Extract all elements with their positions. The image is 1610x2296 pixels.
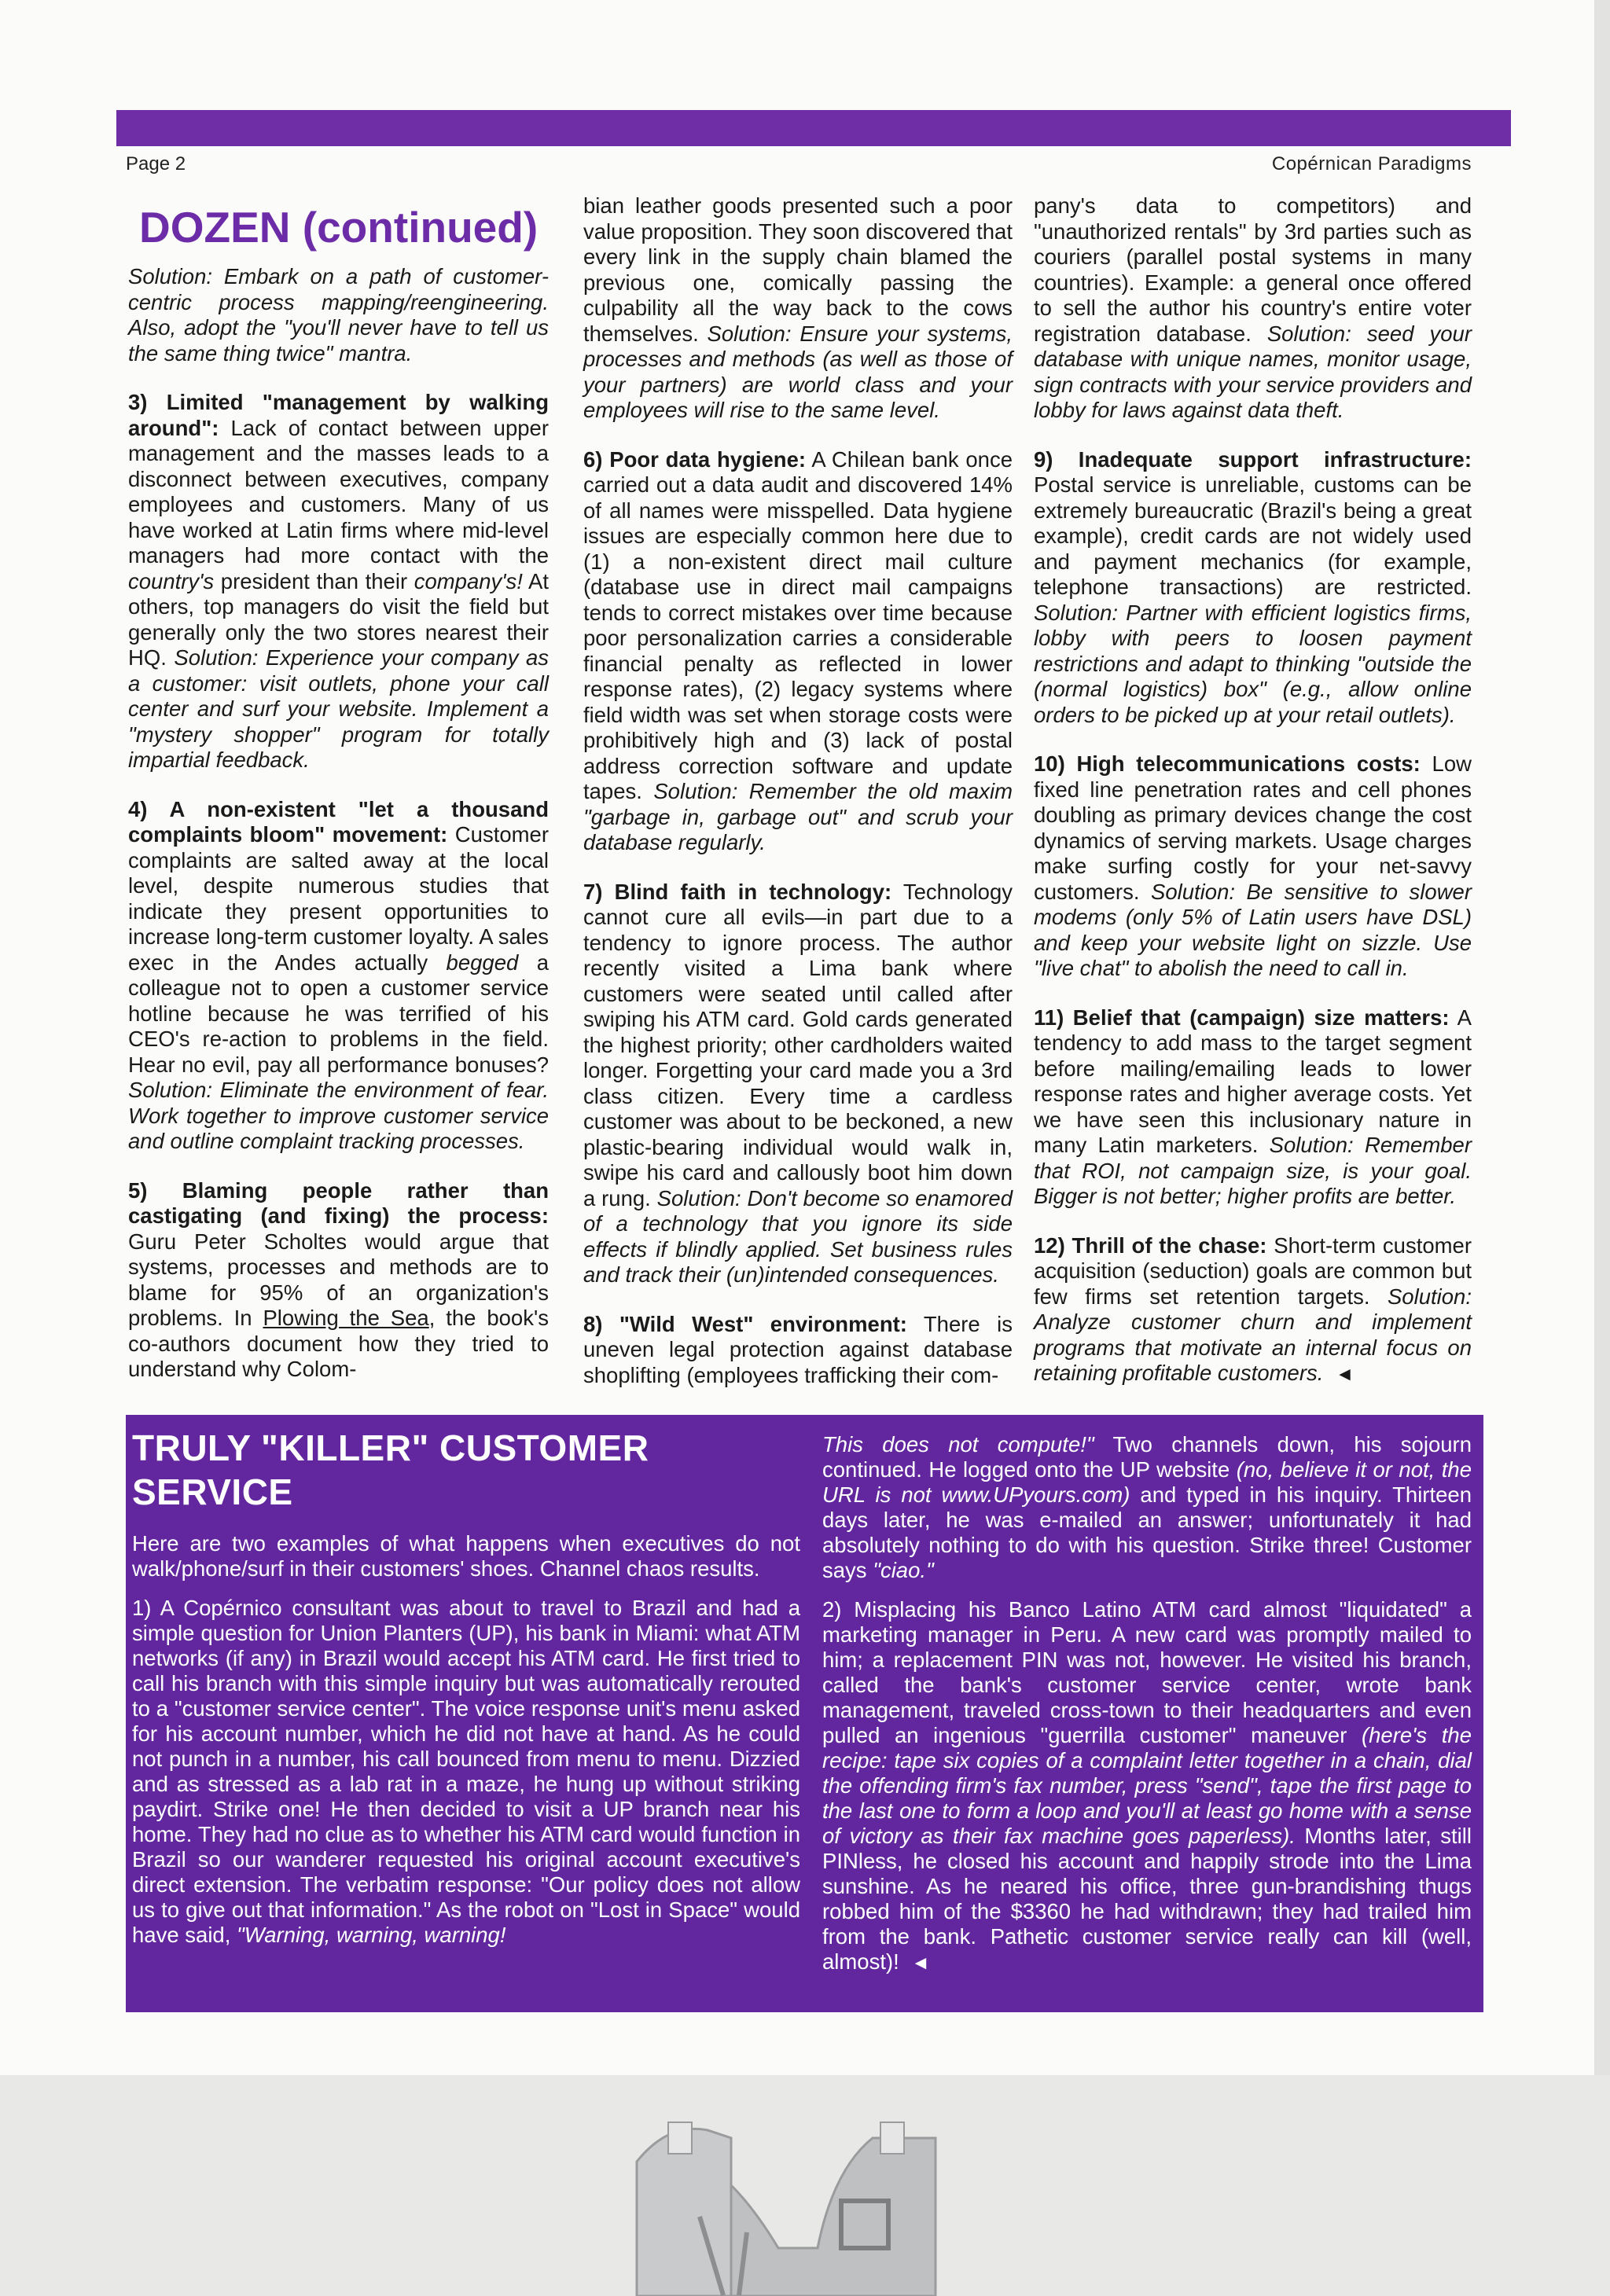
sidebar-title: TRULY "KILLER" CUSTOMER SERVICE [132, 1427, 649, 1512]
header-bar [116, 110, 1511, 146]
paragraph-item-8-cont: pany's data to competitors) and "unauthorized rentals" by 3rd parties such as couriers (parallel postal systems in many countries). Example: a general once offered to sell the author his country's entire voter registration database. Solution: seed your database with unique names, monitor usage, sign contracts with your service providers and lobby for laws against data theft. [1034, 193, 1472, 422]
page-holder-clip-icon [621, 2091, 951, 2296]
paragraph-item-12: 12) Thrill of the chase: Short-term customer acquisition (seduction) goals are common but few firms set retention targets. Solution: Analyze customer churn and implement programs that motivate an internal focus on retaining profitable customers. ◄ [1034, 1232, 1472, 1385]
paragraph-item-3: 3) Limited "management by walking around": Lack of contact between upper management and the masses leads to a disconnect between executives, company employees and customers. Many of us have worked at Latin firms where mid-level managers had more contact with the country's president than their company's! At others, top managers do visit the field but generally only the two stores nearest their HQ. Solution: Experience your company as a customer: visit outlets, phone your call center and surf your website. Implement a "mystery shopper" program for totally impartial feedback. [128, 390, 549, 772]
page-number: Page 2 [126, 153, 186, 174]
paragraph-item-7: 7) Blind faith in technology: Technology cannot cure all evils—in part due to a tendency to ignore process. The author recently visited a Lima bank where customers were seated until called after swiping his ATM card. Gold cards generated the highest priority; other cardholders waited longer. Forgetting your card made you a 3rd class citizen. Every time a cardless customer was about to be beckoned, a new plastic-bearing individual would walk in, swipe his card and callously boot him down a rung. Solution: Don't become so enamored of a technology that you ignore its side effects if blindly applied. Set business rules and track their (un)intended consequences. [583, 879, 1013, 1287]
sidebar-box [126, 1415, 1483, 2012]
article-column-1 [128, 187, 549, 1406]
end-mark-icon: ◄ [911, 1953, 930, 1974]
sidebar-story-1-cont: This does not compute!" Two channels down, his sojourn continued. He logged onto the UP website (no, believe it or not, the URL is not www.UPyours.com) and typed in his inquiry. Thirteen days later, he was e-mailed an answer; unfortunately it had absolutely nothing to do with his question. Strike three! Customer says "ciao." [822, 1432, 1472, 1582]
end-mark-icon: ◄ [1335, 1364, 1355, 1385]
paragraph-item-10: 10) High telecommunications costs: Low fixed line penetration rates and cell phones doubling as primary devices change the cost dynamics of serving markets. Usage charges make surfing costly for your net-savvy customers. Solution: Be sensitive to slower modems (only 5% of Latin users have DSL) and keep your website light on sizzle. Use "live chat" to abolish the need to call in. [1034, 751, 1472, 980]
publication-name: Copérnican Paradigms [1271, 153, 1472, 174]
paragraph-item-5: 5) Blaming people rather than castigating (and fixing) the process: Guru Peter Scholtes would argue that systems, processes and methods are to blame for 95% of an organization's problems. In Plowing the Sea, the book's co-authors document how they tried to understand why Colom- [128, 1177, 549, 1381]
paragraph-item-11: 11) Belief that (campaign) size matters: A tendency to add mass to the target segment before mailing/emailing leads to lower response rates and higher average costs. Yet we have seen this inclusionary nature in many Latin marketers. Solution: Remember that ROI, not campaign size, is your goal. Bigger is not better; higher profits are better. [1034, 1005, 1472, 1208]
paragraph-item-4: 4) A non-existent "let a thousand complaints bloom" movement: Customer complaints are salted away at the local level, despite numerous studies that indicate they present opportunities to increase long-term customer loyalty. A sales exec in the Andes actually begged a colleague not to open a customer service hotline because he was terrified of his CEO's re-action to problems in the field. Hear no evil, pay all performance bonuses? Solution: Eliminate the environment of fear. Work together to improve customer service and outline complaint tracking processes. [128, 796, 550, 1153]
article-title: DOZEN (continued) [139, 203, 539, 252]
paragraph-item-9: 9) Inadequate support infrastructure: Postal service is unreliable, customs can be extremely bureaucratic (Brazil's being a great example), credit cards are not widely used and payment mechanics (for example, telephone transactions) are restricted. Solution: Partner with efficient logistics firms, lobby with peers to loosen payment restrictions and adapt to thinking "outside the (normal logistics) box" (e.g., allow online orders to be picked up at your retail outlets). [1034, 446, 1472, 727]
sidebar-story-2: 2) Misplacing his Banco Latino ATM card almost "liquidated" a marketing manager in Peru. A new card was promptly mailed to him; a replacement PIN was not, however. He visited his branch, called the bank's customer service center, wrote bank management, traveled cross-town to their headquarters and even pulled an ingenious "guerrilla customer" maneuver (here's the recipe: tape six copies of a complaint letter together in a chain, dial the offending firm's fax number, press "send", tape the first page to the last one to form a loop and you'll at least go home with a sense of victory as their fax machine goes paperless). Months later, still PINless, he closed his account and happily strode into the Lima sunshine. As he neared his office, three gun-brandishing thugs robbed him of the $3360 he had withdrawn; they had trailed him from the bank. Pathetic customer service really can kill (well, almost)! ◄ [822, 1597, 1472, 1974]
article-column-2 [583, 193, 1013, 1412]
scan-edge [1594, 0, 1610, 2296]
paragraph-item-5-cont: bian leather goods presented such a poor value proposition. They soon discovered that every link in the supply chain blamed the previous one, comically passing the culpability all the way back to the cows themselves. Solution: Ensure your systems, processes and methods (as well as those of your partners) are world class and your employees will rise to the same level. [583, 193, 1013, 422]
paragraph-item-8: 8) "Wild West" environment: There is uneven legal protection against database shoplifting (employees trafficking their com- [583, 1311, 1013, 1387]
paragraph-solution-2: Solution: Embark on a path of customer-centric process mapping/reengineering. Also, adopt the "you'll never have to tell us the same thing twice" mantra. [128, 264, 549, 366]
sidebar-column-left [132, 1426, 800, 1962]
sidebar-story-1: 1) A Copérnico consultant was about to travel to Brazil and had a simple question for Union Planters (UP), his bank in Miami: what ATM networks (if any) in Brazil would accept his ATM card. He first tried to call his branch with this simple inquiry but was automatically rerouted to a "customer service center". The voice response unit's menu asked for his account number, which he did not have at hand. As he could not punch in a number, his call bounced from menu to menu. Dizzied and as stressed as a lab rat in a maze, he hung up without striking paydirt. Strike one! He then decided to visit a UP branch near his home. They had no clue as to whether his ATM card would function in Brazil so our wanderer requested his original account executive's direct extension. The verbatim response: "Our policy does not allow us to give out that information." As the robot on "Lost in Space" would have said, "Warning, warning, warning! [132, 1596, 800, 1947]
article-column-3 [1034, 193, 1472, 1412]
paragraph-item-6: 6) Poor data hygiene: A Chilean bank once carried out a data audit and discovered 14% of all names were misspelled. Data hygiene issues are especially common here due to (1) a non-existent direct mail culture (database use in direct mail campaigns tends to correct mistakes over time because poor personalization carries a considerable financial penalty as reflected in lower response rates), (2) legacy systems where field width was set when storage costs were prohibitively high and (3) lack of postal address correction software and update tapes. Solution: Remember the old maxim "garbage in, garbage out" and scrub your database regularly. [583, 446, 1013, 854]
sidebar-column-right [822, 1432, 1472, 1990]
sidebar-intro: Here are two examples of what happens when executives do not walk/phone/surf in their customers' shoes. Channel chaos results. [132, 1531, 800, 1581]
